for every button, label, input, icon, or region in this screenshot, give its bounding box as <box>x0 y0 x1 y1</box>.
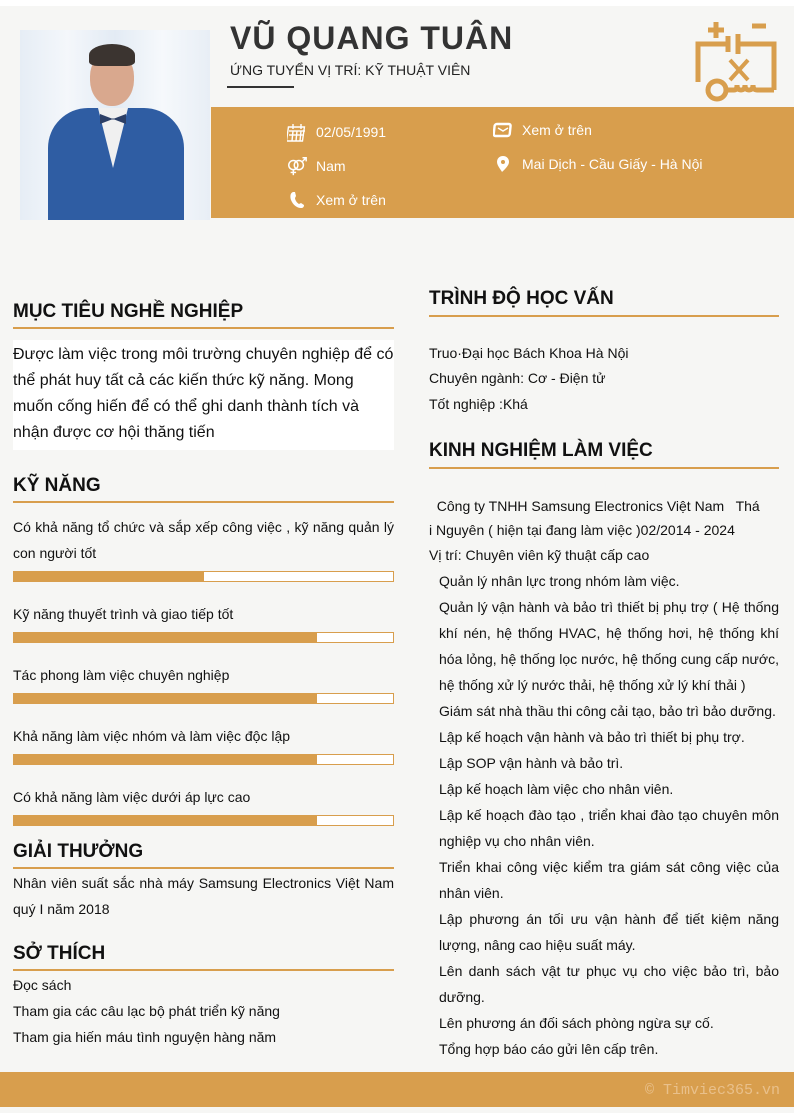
skill-progress-bar <box>13 693 394 704</box>
phone-icon <box>286 190 308 210</box>
skill-progress-fill <box>14 572 204 581</box>
applied-position: ỨNG TUYỂN VỊ TRÍ: KỸ THUẬT VIÊN <box>230 62 471 78</box>
duty-item: Lên phương án đối sách phòng ngừa sự cố. <box>439 1015 714 1031</box>
candidate-name: VŨ QUANG TUÂN <box>230 20 514 56</box>
contact-email <box>492 120 592 140</box>
section-divider <box>13 969 394 971</box>
hobby-item: Tham gia hiến máu tình nguyện hàng năm <box>13 1029 277 1045</box>
skill-label: Kỹ năng thuyết trình và giao tiếp tốt <box>13 606 234 622</box>
location-pin-icon <box>492 154 514 174</box>
section-divider <box>429 315 779 317</box>
email-value: Xem ở trên <box>522 122 592 138</box>
duty-item: Lập phương án tối ưu vận hành để tiết kiệm năng lượng, nâng cao hiệu suất máy. <box>439 911 779 953</box>
watermark: © Timviec365.vn <box>644 1082 780 1099</box>
profile-photo <box>20 30 210 220</box>
education-title: TRÌNH ĐỘ HỌC VẤN <box>429 288 614 309</box>
technician-tools-icon <box>690 14 782 104</box>
skills-title: KỸ NĂNG <box>13 475 101 496</box>
birthday-value: 02/05/1991 <box>316 124 387 140</box>
objective-title: MỤC TIÊU NGHỀ NGHIỆP <box>13 301 244 322</box>
awards-title: GIẢI THƯỞNG <box>13 841 144 862</box>
award-item: Nhân viên suất sắc nhà máy Samsung Electronics Việt Nam quý I năm 2018 <box>13 875 394 917</box>
skill-progress-fill <box>14 816 317 825</box>
experience-title: KINH NGHIỆM LÀM VIỆC <box>429 440 653 461</box>
section-divider <box>429 467 779 469</box>
phone-value: Xem ở trên <box>316 192 386 208</box>
experience-company-cont: i Nguyên ( hiện tại đang làm việc )02/2014 - 2024 <box>429 522 735 538</box>
gender-value: Nam <box>316 158 346 174</box>
email-icon <box>492 120 514 140</box>
contact-phone <box>286 190 386 210</box>
duty-item: Lập kế hoạch vận hành và bảo trì thiết bị phụ trợ. <box>439 729 745 745</box>
skill-label: Tác phong làm việc chuyên nghiệp <box>13 667 230 683</box>
duty-item: Lập kế hoạch làm việc cho nhân viên. <box>439 781 674 797</box>
duty-item: Quản lý vận hành và bảo trì thiết bị phụ trợ ( Hệ thống khí nén, hệ thống HVAC, hệ thống hơi, hệ thống khí hóa lỏng, hệ thống lọc nước, hệ thống cung cấp nước, hệ thống xử lý nước thải, hệ thống xử lý khí thải ) <box>439 599 779 693</box>
experience-role: Vị trí: Chuyên viên kỹ thuật cấp cao <box>429 547 650 563</box>
skill-label: Khả năng làm việc nhóm và làm việc độc lập <box>13 728 291 744</box>
duty-item: Triển khai công việc kiểm tra giám sát công việc của nhân viên. <box>439 859 779 901</box>
skill-progress-fill <box>14 633 317 642</box>
hobby-item: Tham gia các câu lạc bộ phát triển kỹ năng <box>13 1003 280 1019</box>
objective-text: Được làm việc trong môi trường chuyên nghiệp để có thể phát huy tất cả các kiến thức kỹ năng. Mong muốn cống hiến để có thể ghi danh thành tích và nhận được cơ hội thăng tiến <box>13 340 394 450</box>
gender-icon <box>286 156 308 176</box>
duty-item: Lập kế hoạch đào tạo , triển khai đào tạo chuyên môn nghiệp vụ cho nhân viên. <box>439 807 779 849</box>
skill-label: Có khả năng làm việc dưới áp lực cao <box>13 789 251 805</box>
education-major: Chuyên ngành: Cơ - Điện tử <box>429 370 606 386</box>
contact-gender <box>286 156 346 176</box>
contact-address <box>492 154 703 174</box>
skill-progress-bar <box>13 632 394 643</box>
section-divider <box>13 867 394 869</box>
calendar-icon <box>286 122 308 142</box>
hobbies-title: SỞ THÍCH <box>13 943 106 964</box>
duty-item: Giám sát nhà thầu thi công cải tạo, bảo trì bảo dưỡng. <box>439 703 776 719</box>
section-divider <box>13 327 394 329</box>
divider <box>227 86 294 88</box>
cv-page <box>0 6 794 1113</box>
skill-progress-bar <box>13 815 394 826</box>
education-grade: Tốt nghiệp :Khá <box>429 396 528 412</box>
skill-label: Có khả năng tổ chức và sắp xếp công việc , kỹ năng quản lý con người tốt <box>13 519 394 561</box>
address-value: Mai Dịch - Cầu Giấy - Hà Nội <box>522 156 703 172</box>
skill-progress-bar <box>13 754 394 765</box>
skill-progress-fill <box>14 755 317 764</box>
skill-progress-bar <box>13 571 394 582</box>
section-divider <box>13 501 394 503</box>
experience-company: Công ty TNHH Samsung Electronics Việt Nam Thá <box>429 498 760 514</box>
skill-progress-fill <box>14 694 317 703</box>
contact-birthday <box>286 122 386 142</box>
duty-item: Lập SOP vận hành và bảo trì. <box>439 755 624 771</box>
duty-item: Lên danh sách vật tư phục vụ cho việc bảo trì, bảo dưỡng. <box>439 963 779 1005</box>
duty-item: Tổng hợp báo cáo gửi lên cấp trên. <box>439 1041 659 1057</box>
duty-item: Quản lý nhân lực trong nhóm làm việc. <box>439 573 680 589</box>
hobby-item: Đọc sách <box>13 977 72 993</box>
education-school: Truo·Đại học Bách Khoa Hà Nội <box>429 345 629 361</box>
